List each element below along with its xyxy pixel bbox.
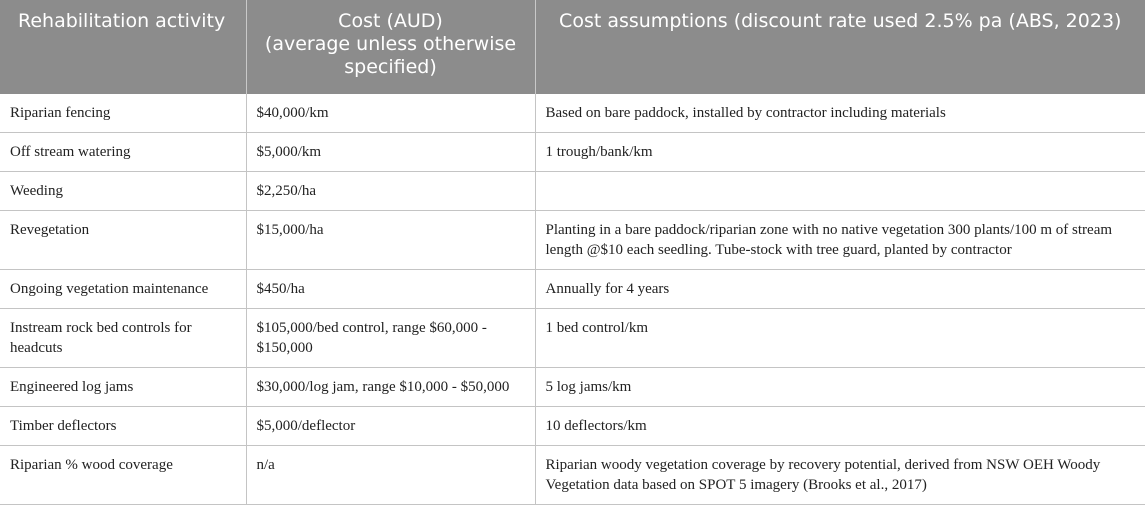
table-row bbox=[0, 407, 1145, 446]
cell-activity: Weeding bbox=[0, 172, 246, 211]
cell-activity: Instream rock bed controls for headcuts bbox=[0, 309, 246, 368]
header-cost bbox=[246, 0, 535, 94]
table-row bbox=[0, 446, 1145, 505]
header-activity: Rehabilitation activity bbox=[0, 0, 246, 94]
cell-cost: $5,000/km bbox=[246, 133, 535, 172]
cell-assumption: 1 trough/bank/km bbox=[535, 133, 1145, 172]
cell-activity: Ongoing vegetation maintenance bbox=[0, 270, 246, 309]
header-cost-line2: (average unless otherwise bbox=[264, 33, 517, 55]
cell-cost: $40,000/km bbox=[246, 94, 535, 133]
cell-cost: $105,000/bed control, range $60,000 - $150,000 bbox=[246, 309, 535, 368]
table-row bbox=[0, 309, 1145, 368]
cell-activity: Riparian % wood coverage bbox=[0, 446, 246, 505]
cell-assumption: Based on bare paddock, installed by contractor including materials bbox=[535, 94, 1145, 133]
cell-activity: Riparian fencing bbox=[0, 94, 246, 133]
cell-activity: Engineered log jams bbox=[0, 368, 246, 407]
cell-assumption: Planting in a bare paddock/riparian zone with no native vegetation 300 plants/100 m of stream length @$10 each seedling. Tube-stock with tree guard, planted by contractor bbox=[535, 211, 1145, 270]
cell-assumption: 5 log jams/km bbox=[535, 368, 1145, 407]
header-cost-line1: Cost (AUD) bbox=[338, 10, 443, 32]
cell-assumption bbox=[535, 172, 1145, 211]
cell-cost: $30,000/log jam, range $10,000 - $50,000 bbox=[246, 368, 535, 407]
cell-assumption: 10 deflectors/km bbox=[535, 407, 1145, 446]
cell-activity: Timber deflectors bbox=[0, 407, 246, 446]
header-assumptions: Cost assumptions (discount rate used 2.5% pa (ABS, 2023) bbox=[535, 0, 1145, 94]
table-row bbox=[0, 94, 1145, 133]
cell-cost: $2,250/ha bbox=[246, 172, 535, 211]
cell-assumption: 1 bed control/km bbox=[535, 309, 1145, 368]
cell-cost: $5,000/deflector bbox=[246, 407, 535, 446]
table-row bbox=[0, 270, 1145, 309]
cell-cost: n/a bbox=[246, 446, 535, 505]
table-row bbox=[0, 211, 1145, 270]
cell-activity: Revegetation bbox=[0, 211, 246, 270]
table-header bbox=[0, 0, 1145, 94]
cell-cost: $450/ha bbox=[246, 270, 535, 309]
cell-activity: Off stream watering bbox=[0, 133, 246, 172]
cell-assumption: Annually for 4 years bbox=[535, 270, 1145, 309]
table-row bbox=[0, 172, 1145, 211]
header-cost-line3: specified) bbox=[344, 56, 437, 78]
cell-cost: $15,000/ha bbox=[246, 211, 535, 270]
cell-assumption: Riparian woody vegetation coverage by recovery potential, derived from NSW OEH Woody Vegetation data based on SPOT 5 imagery (Brooks et al., 2017) bbox=[535, 446, 1145, 505]
table-body bbox=[0, 94, 1145, 505]
table-row bbox=[0, 368, 1145, 407]
table-row bbox=[0, 133, 1145, 172]
